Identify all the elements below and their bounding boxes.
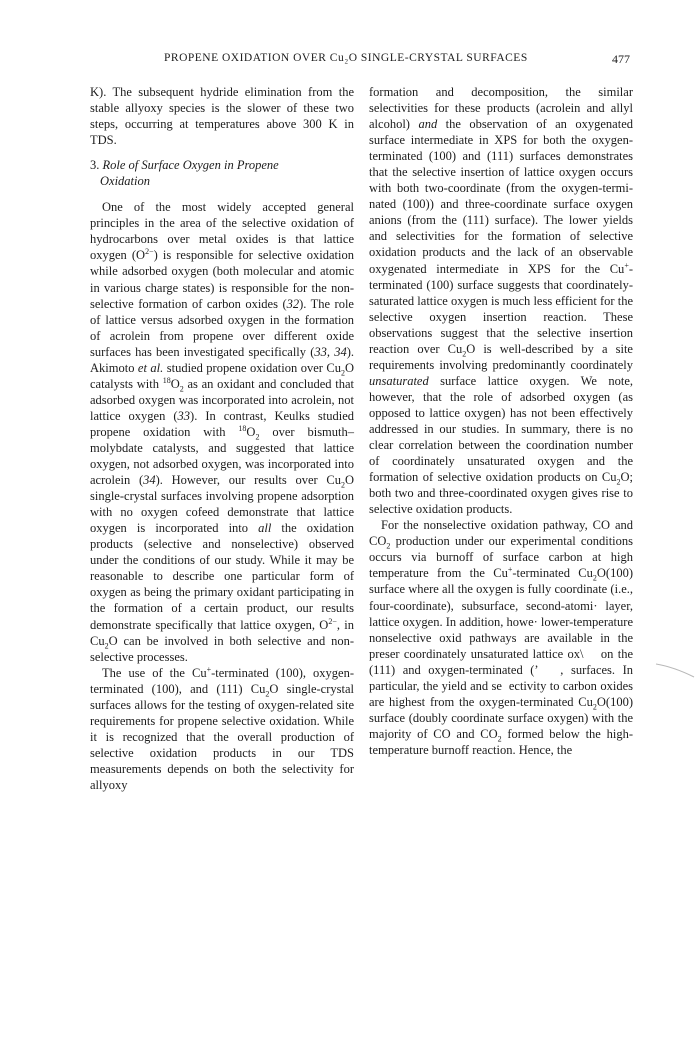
section-heading: 3. Role of Surface Oxygen in Propene Oxidation	[90, 158, 279, 189]
paragraph: K). The subsequent hydride elimination from the stable allyoxy species is the slower of these two steps, occurring at temperatures above 300 K in TDS.	[90, 85, 354, 148]
paragraph: The use of the Cu+-terminated (100), oxygen-terminated (100), and (111) $Cu_2O$ single-crystal surfaces allows for the testing of oxygen-related site requirements for propene selective oxidation. While it is recognized that the overall production of selective oxidation products in our TDS measurements depends on both the selectivity for allyoxy	[90, 664, 354, 792]
left-column	[90, 84, 354, 793]
paragraph: One of the most widely accepted general principles in the area of the selective oxidation of hydrocarbons over metal oxides is that lattice oxygen $(O^{2-})$ is responsible for selective oxidation while adsorbed oxygen (both molecular and atomic in various charge states) is responsible for the nonselective formation of carbon oxides (32). The role of lattice versus adsorbed oxygen in the formation of acrolein from propene over different oxide surfaces has been investigated specifically (33, 34). Akimoto et al. studied propene oxidation over $Cu_2O$ catalysts with $^{18}O_2$ as an oxidant and concluded that adsorbed oxygen was incorporated into acrolein, not lattice oxygen (33). In contrast, Keulks studied propene oxidation with $^{18}O_2$ over bismuth–molybdate catalysts, and suggested that lattice oxygen, not adsorbed oxygen, was incorporated into acrolein (34). However, our results over $Cu_2O$ single-crystal surfaces involving propene adsorption with no oxygen cofeed demonstrate that lattice oxygen is incorporated into all the oxidation products (selective and nonselective) observed under the conditions of our study. While it may be reasonable to describe one particular form of oxygen as being the primary oxidant participating in the formation of a certain product, our results demonstrate specifically that lattice oxygen, $O^{2-}$, in $Cu_2O$ can be involved in both selective and non-selective processes.	[90, 200, 355, 664]
citation: 33	[177, 408, 191, 423]
citation: 33, 34	[314, 344, 347, 359]
page-header	[90, 52, 630, 70]
citation: 32	[286, 296, 300, 311]
right-column	[369, 84, 633, 758]
citation: 34	[143, 473, 156, 488]
page-number: 477	[612, 52, 630, 66]
running-title: PROPENE OXIDATION OVER Cu₂O SINGLE-CRYSTAL SURFACES	[164, 52, 528, 64]
paragraph: For the nonselective oxidation pathway, CO and $CO_2$ production under our experimental conditions occurs via burnoff of surface carbon at high temperature from the Cu+-terminated $Cu_2O(100)$ surface where all the oxygen is fully coordinate (i.e., four-coordinate), subsurface, second-atomi· layer, lattice oxygen. In addition, howe· lower-temperature nonselective oxid pathways are available in the preser coordinately unsaturated lattice ox\ on the (111) and oxygen-terminated (’ , surfaces. In particular, the yield and se ectivity to carbon oxides are highest from the oxygen-terminated $Cu_2O(100)$ surface (doubly coordinate surface oxygen) with the majority of CO and $CO_2$ formed below the high-temperature burnoff reaction. Hence, the	[369, 518, 633, 757]
paragraph: formation and decomposition, the similar selectivities for these products (acrolein and allyl alcohol) and the observation of an oxygenated surface intermediate in XPS for both the oxygen-terminated (100) and (111) surfaces demonstrates that the selective insertion of lattice oxygen occurs with both two-coordinate (from the oxygen-terminated (100)) and three-coordinate surface oxygen anions (from the (111) surface). The lower yields and selectivities for the formation of selective oxidation products and the lack of an observable oxygenated intermediate in XPS for the Cu+-terminated (100) surface suggests that coordinately-saturated lattice oxygen is much less efficient for the selective oxygen insertion reaction. These observations suggest that the selective insertion reaction over $Cu_2O$ is well-described by a site requirements involving predominantly coordinately unsaturated surface lattice oxygen. We note, however, that the role of adsorbed oxygen (as opposed to lattice oxygen) has not been effectively addressed in our studies. In summary, there is no clear correlation between the coordination number of coordinately unsaturated oxygen and the formation of selective oxidation products on $Cu_2O$; both two and three-coordinated oxygen gives rise to selective oxidation products.	[369, 85, 633, 517]
margin-pencil-mark	[654, 660, 696, 680]
